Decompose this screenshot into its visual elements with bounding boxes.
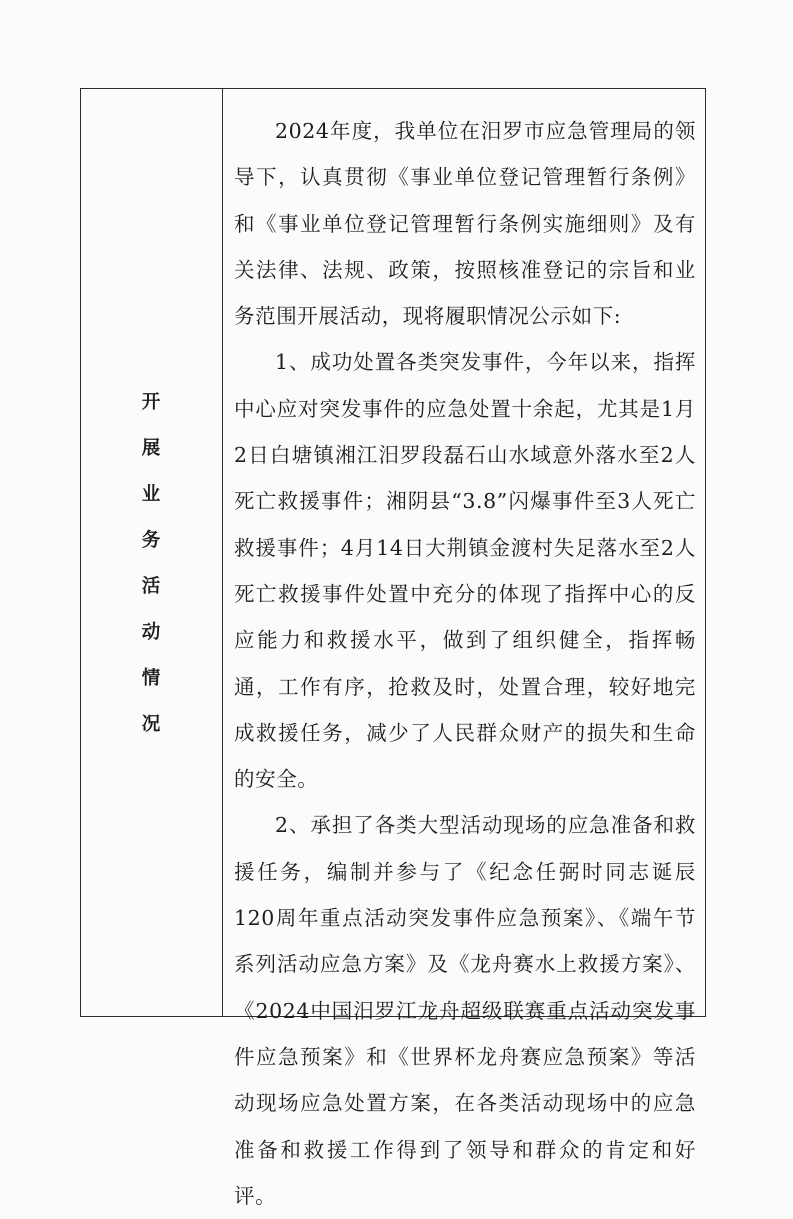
column-divider xyxy=(222,88,223,1017)
intro-paragraph: 2024年度，我单位在汨罗市应急管理局的领导下，认真贯彻《事业单位登记管理暂行条例》和《事业单位登记管理暂行条例实施细则》及有关法律、法规、政策，按照核准登记的宗旨和业务范围开展活动，现将履职情况公示如下: xyxy=(234,119,696,329)
item-2-paragraph: 2、承担了各类大型活动现场的应急准备和救援任务，编制并参与了《纪念任弼时同志诞辰120周年重点活动突发事件应急预案》、《端午节系列活动应急方案》及《龙舟赛水上救援方案》、《2024中国汨罗江龙舟超级联赛重点活动突发事件应急预案》和《世界杯龙舟赛应急预案》等活动现场应急处置方案，在各类活动现场中的应急准备和救援工作得到了领导和群众的肯定和好评。 xyxy=(234,813,696,1208)
section-label-char: 活 xyxy=(141,576,161,597)
section-label-char: 务 xyxy=(141,530,161,551)
content-cell xyxy=(234,108,696,1219)
section-label xyxy=(80,380,222,748)
section-label-char: 开 xyxy=(141,392,161,413)
section-label-char: 展 xyxy=(141,438,161,459)
section-label-char: 情 xyxy=(141,668,161,689)
item-1-paragraph: 1、成功处置各类突发事件，今年以来，指挥中心应对突发事件的应急处置十余起，尤其是1月2日白塘镇湘江汨罗段磊石山水域意外落水至2人死亡救援事件；湘阴县“3.8”闪爆事件至3人死亡救援事件；4月14日大荆镇金渡村失足落水至2人死亡救援事件处置中充分的体现了指挥中心的反应能力和救援水平，做到了组织健全，指挥畅通，工作有序，抢救及时，处置合理，较好地完成救援任务，减少了人民群众财产的损失和生命的安全。 xyxy=(234,350,696,792)
section-label-char: 动 xyxy=(141,622,161,643)
section-label-char: 业 xyxy=(141,484,161,505)
section-label-char: 况 xyxy=(141,714,161,735)
